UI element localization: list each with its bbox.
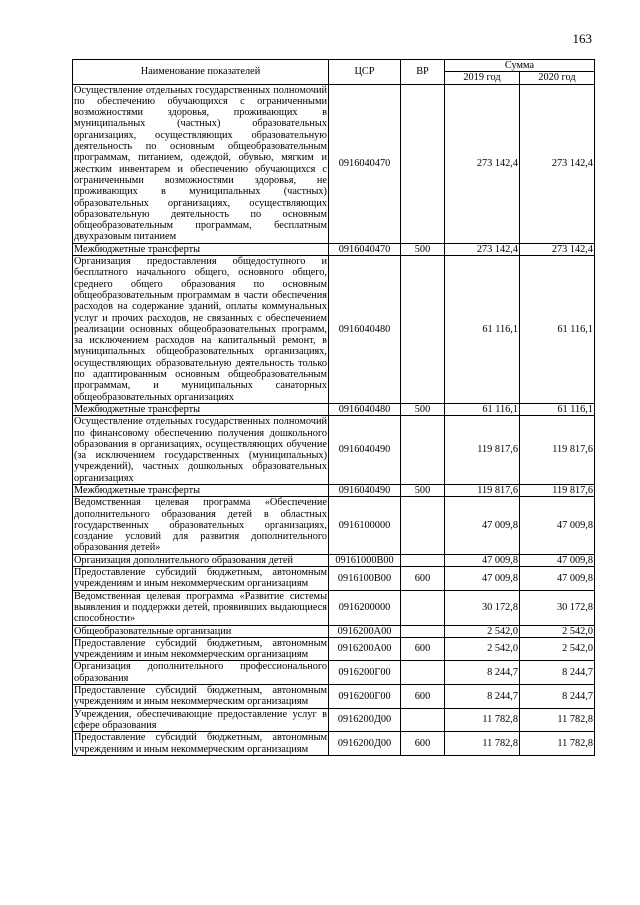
row-vr: 500 bbox=[401, 403, 445, 415]
row-value-2019: 61 116,1 bbox=[445, 403, 520, 415]
row-value-2020: 2 542,0 bbox=[520, 637, 595, 661]
row-value-2019: 47 009,8 bbox=[445, 497, 520, 554]
row-csr: 0916100000 bbox=[329, 497, 401, 554]
table-row bbox=[73, 403, 595, 415]
row-value-2019: 273 142,4 bbox=[445, 243, 520, 255]
header-year-2019: 2019 год bbox=[445, 72, 520, 84]
table-row bbox=[73, 625, 595, 637]
row-csr: 0916040470 bbox=[329, 84, 401, 243]
row-name: Ведомственная целевая программа «Развитие системы выявления и поддержки детей, проявивших выдающиеся способности» bbox=[74, 590, 327, 625]
header-sum: Сумма bbox=[445, 60, 595, 72]
row-csr: 0916200Г00 bbox=[329, 661, 401, 685]
table-body bbox=[73, 84, 595, 755]
row-value-2020: 119 817,6 bbox=[520, 484, 595, 496]
table-row bbox=[73, 567, 595, 591]
row-value-2019: 119 817,6 bbox=[445, 484, 520, 496]
row-csr: 0916040480 bbox=[329, 403, 401, 415]
row-value-2020: 273 142,4 bbox=[520, 84, 595, 243]
row-vr: 500 bbox=[401, 484, 445, 496]
table-row bbox=[73, 243, 595, 255]
row-vr bbox=[401, 416, 445, 485]
row-csr: 0916040490 bbox=[329, 416, 401, 485]
row-value-2020: 8 244,7 bbox=[520, 661, 595, 685]
row-vr bbox=[401, 256, 445, 404]
table-row bbox=[73, 497, 595, 554]
row-value-2020: 61 116,1 bbox=[520, 256, 595, 404]
row-name: Организация дополнительного образования детей bbox=[73, 554, 329, 566]
header-vr: ВР bbox=[401, 60, 445, 85]
row-vr bbox=[401, 661, 445, 685]
table-row bbox=[73, 708, 595, 732]
row-name: Предоставление субсидий бюджетным, автономным учреждениям и иным некоммерческим организациям bbox=[74, 732, 327, 755]
budget-table bbox=[72, 59, 595, 756]
row-value-2019: 30 172,8 bbox=[445, 590, 520, 625]
row-name: Предоставление субсидий бюджетным, автономным учреждениям и иным некоммерческим организациям bbox=[74, 637, 327, 661]
row-value-2019: 273 142,4 bbox=[445, 84, 520, 243]
table-row bbox=[73, 554, 595, 566]
row-name: Осуществление отдельных государственных полномочий по обеспечению обучающихся с ограниченными возможностями здоровья, проживающих в муниципальных (частных) образовательных организациях, осуществляющих образовательную деятельность по основным общеобразовательным программам, питанием, одеждой, обувью, мягким и жестким инвентарем и обеспечению обучающихся с ограниченными возможностями здоровья, не проживающих в муниципальных (частных) образовательных организациях, осуществляющих образовательную деятельность по основным общеобразовательным программам, бесплатным двухразовым питанием bbox=[74, 84, 327, 243]
page-number: 163 bbox=[572, 31, 592, 46]
table-row bbox=[73, 484, 595, 496]
row-csr: 0916040490 bbox=[329, 484, 401, 496]
row-value-2020: 11 782,8 bbox=[520, 732, 595, 756]
table-row bbox=[73, 256, 595, 404]
row-csr: 0916200Д00 bbox=[329, 708, 401, 732]
row-csr: 0916040480 bbox=[329, 256, 401, 404]
row-value-2020: 11 782,8 bbox=[520, 708, 595, 732]
table-row bbox=[73, 637, 595, 661]
header-year-2020: 2020 год bbox=[520, 72, 595, 84]
row-value-2019: 11 782,8 bbox=[445, 732, 520, 756]
row-vr: 500 bbox=[401, 243, 445, 255]
row-value-2019: 11 782,8 bbox=[445, 708, 520, 732]
row-name: Межбюджетные трансферты bbox=[73, 484, 329, 496]
row-csr: 0916200Д00 bbox=[329, 732, 401, 756]
row-vr bbox=[401, 84, 445, 243]
row-value-2020: 273 142,4 bbox=[520, 243, 595, 255]
row-vr bbox=[401, 708, 445, 732]
row-value-2020: 61 116,1 bbox=[520, 403, 595, 415]
row-vr bbox=[401, 590, 445, 625]
row-name: Ведомственная целевая программа «Обеспечение дополнительного образования детей в областных государственных образовательных организациях, создание условий для развития дополнительного образования детей» bbox=[74, 497, 327, 554]
table-row bbox=[73, 416, 595, 485]
row-name: Межбюджетные трансферты bbox=[73, 403, 329, 415]
table-row bbox=[73, 84, 595, 243]
row-csr: 0916200А00 bbox=[329, 625, 401, 637]
row-value-2019: 2 542,0 bbox=[445, 637, 520, 661]
row-value-2020: 8 244,7 bbox=[520, 685, 595, 709]
row-name: Учреждения, обеспечивающие предоставление услуг в сфере образования bbox=[74, 708, 327, 731]
row-value-2019: 61 116,1 bbox=[445, 256, 520, 404]
row-name: Осуществление отдельных государственных полномочий по финансовому обеспечению получения дошкольного образования в организациях, осуществляющих обучение (за исключением государственных (муниципальных) учреждений), частных дошкольных образовательных организациях bbox=[74, 416, 327, 484]
row-csr: 0916040470 bbox=[329, 243, 401, 255]
header-name: Наименование показателей bbox=[73, 60, 329, 85]
row-name: Межбюджетные трансферты bbox=[73, 243, 329, 255]
row-vr bbox=[401, 497, 445, 554]
header-csr: ЦСР bbox=[329, 60, 401, 85]
row-vr: 600 bbox=[401, 732, 445, 756]
row-vr bbox=[401, 625, 445, 637]
table-row bbox=[73, 685, 595, 709]
row-name: Общеобразовательные организации bbox=[73, 625, 329, 637]
row-value-2019: 8 244,7 bbox=[445, 661, 520, 685]
row-value-2020: 47 009,8 bbox=[520, 554, 595, 566]
row-vr: 600 bbox=[401, 567, 445, 591]
row-value-2019: 119 817,6 bbox=[445, 416, 520, 485]
row-value-2020: 119 817,6 bbox=[520, 416, 595, 485]
row-name: Организация предоставления общедоступного и бесплатного начального общего, основного общего, среднего общего образования по основным общеобразовательным программам в части обеспечения расходов на содержание зданий, оплаты коммунальных услуг и прочих расходов, не связанных с обеспечением реализации основных общеобразовательных программ, за исключением расходов на капитальный ремонт, в муниципальных общеобразовательных организациях, осуществляющих образовательную деятельность только по адаптированным основным общеобразовательным программам, и муниципальных санаторных общеобразовательных организациях bbox=[74, 256, 327, 403]
table-row bbox=[73, 661, 595, 685]
row-value-2019: 47 009,8 bbox=[445, 554, 520, 566]
row-csr: 0916200000 bbox=[329, 590, 401, 625]
row-vr: 600 bbox=[401, 637, 445, 661]
row-name: Предоставление субсидий бюджетным, автономным учреждениям и иным некоммерческим организациям bbox=[74, 567, 327, 590]
row-vr: 600 bbox=[401, 685, 445, 709]
row-value-2020: 30 172,8 bbox=[520, 590, 595, 625]
row-name: Организация дополнительного профессионального образования bbox=[74, 661, 327, 684]
table-row bbox=[73, 590, 595, 625]
row-csr: 0916200Г00 bbox=[329, 685, 401, 709]
row-name: Предоставление субсидий бюджетным, автономным учреждениям и иным некоммерческим организациям bbox=[74, 685, 327, 708]
row-value-2020: 47 009,8 bbox=[520, 567, 595, 591]
row-csr: 0916200А00 bbox=[329, 637, 401, 661]
row-csr: 0916100В00 bbox=[329, 567, 401, 591]
row-csr: 09161000В00 bbox=[329, 554, 401, 566]
row-value-2020: 2 542,0 bbox=[520, 625, 595, 637]
row-value-2019: 2 542,0 bbox=[445, 625, 520, 637]
row-vr bbox=[401, 554, 445, 566]
row-value-2020: 47 009,8 bbox=[520, 497, 595, 554]
table-row bbox=[73, 732, 595, 756]
table-header bbox=[73, 60, 595, 85]
row-value-2019: 8 244,7 bbox=[445, 685, 520, 709]
row-value-2019: 47 009,8 bbox=[445, 567, 520, 591]
